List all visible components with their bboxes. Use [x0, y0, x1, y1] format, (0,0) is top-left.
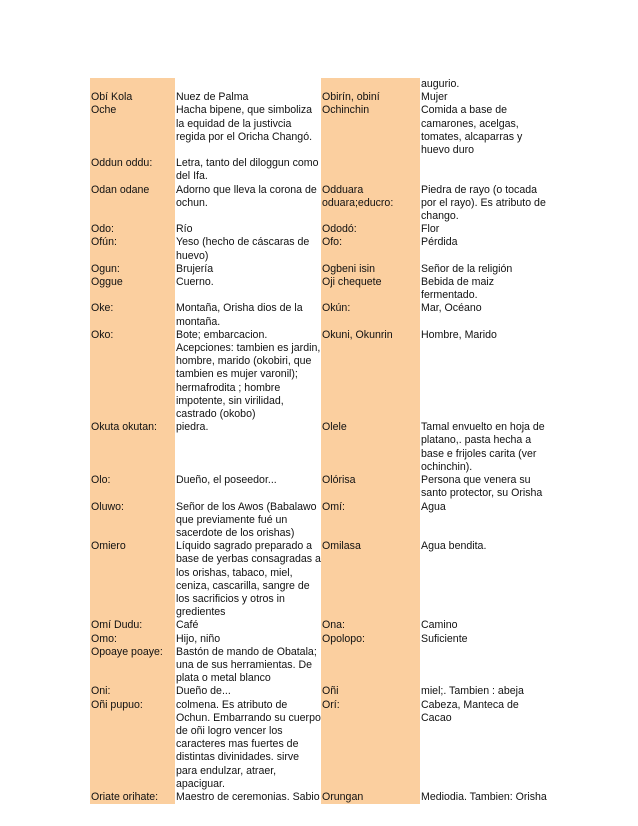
- term-cell-left: Ogun:: [90, 263, 175, 276]
- glossary-row: [90, 78, 547, 91]
- glossary-row: [90, 646, 547, 686]
- term-cell-right: Omí:: [321, 501, 420, 541]
- definition-cell-right: [420, 646, 547, 686]
- term-cell-left: Opoaye poaye:: [90, 646, 175, 686]
- term-cell-left: Oddun oddu:: [90, 157, 175, 183]
- glossary-row: [90, 276, 547, 302]
- definition-cell-left: Yeso (hecho de cáscaras de huevo): [175, 236, 321, 262]
- glossary-row: [90, 619, 547, 632]
- term-cell-right: Omilasa: [321, 540, 420, 619]
- term-cell-left: Oñi pupuo:: [90, 699, 175, 791]
- term-cell-left: [90, 78, 175, 91]
- glossary-row: [90, 302, 547, 328]
- glossary-row: [90, 685, 547, 698]
- term-cell-left: Obí Kola: [90, 91, 175, 104]
- term-cell-left: Oko:: [90, 329, 175, 421]
- glossary-body: [90, 78, 547, 804]
- term-cell-left: Omo:: [90, 633, 175, 646]
- term-cell-left: Olo:: [90, 474, 175, 500]
- glossary-row: [90, 699, 547, 791]
- definition-cell-right: miel;. Tambien : abeja: [420, 685, 547, 698]
- definition-cell-right: Piedra de rayo (o tocada por el rayo). Es atributo de chango.: [421, 183, 546, 223]
- term-cell-left: Oni:: [90, 685, 175, 698]
- term-cell-right: Orí:: [321, 699, 420, 791]
- definition-cell-left: Río: [175, 223, 321, 236]
- term-cell-right: Okuni, Okunrin: [321, 329, 420, 421]
- term-cell-right: Ona:: [321, 619, 420, 632]
- definition-cell-right: Agua: [420, 501, 547, 541]
- term-cell-right: Oji chequete: [321, 276, 420, 302]
- definition-cell-right: augurio.: [420, 78, 547, 91]
- glossary-table: [90, 78, 547, 804]
- term-cell-right: Odduara oduara;educro:: [321, 184, 420, 224]
- term-cell-left: Oriate orihate:: [90, 791, 175, 804]
- definition-cell-left: Adorno que lleva la corona de ochun.: [175, 184, 321, 224]
- term-cell-left: Oggue: [90, 276, 175, 302]
- term-cell-right: [321, 646, 420, 686]
- glossary-row: [90, 474, 547, 500]
- term-cell-right: Ogbeni isin: [321, 263, 420, 276]
- definition-cell-left: [175, 78, 321, 91]
- term-cell-left: Oke:: [90, 302, 175, 328]
- glossary-row: [90, 157, 547, 183]
- term-cell-left: Odan odane: [90, 184, 175, 224]
- definition-cell-left: Dueño de...: [175, 685, 321, 698]
- definition-cell-left: Letra, tanto del diloggun como del Ifa.: [175, 157, 321, 183]
- glossary-row: [90, 329, 547, 421]
- definition-cell-right: Hombre, Marido: [420, 329, 547, 421]
- definition-cell-right: Cabeza, Manteca de Cacao: [420, 699, 547, 791]
- definition-cell-right: Mujer: [420, 91, 547, 104]
- term-cell-right: [321, 78, 420, 91]
- term-cell-left: Oche: [90, 104, 175, 157]
- glossary-row: [90, 263, 547, 276]
- definition-cell-left: Brujería: [175, 263, 321, 276]
- definition-cell-left: Líquido sagrado preparado a base de yerbas consagradas a los orishas, tabaco, miel, ceniza, cascarilla, sangre de los sacrificios y otros in gredientes: [176, 540, 321, 619]
- definition-cell-right: Señor de la religión: [420, 263, 547, 276]
- definition-cell-left: Maestro de ceremonias. Sabio: [176, 790, 320, 803]
- term-cell-right: Ofo:: [321, 236, 420, 262]
- term-cell-right: Orungan: [321, 791, 420, 804]
- term-cell-left: Oluwo:: [90, 501, 175, 541]
- term-cell-right: Obirín, obiní: [321, 91, 420, 104]
- term-cell-right: Okún:: [321, 302, 420, 328]
- definition-cell-left: Nuez de Palma: [175, 91, 321, 104]
- definition-cell-left: Montaña, Orisha dios de la montaña.: [175, 302, 321, 328]
- term-cell-right: Ododó:: [321, 223, 420, 236]
- definition-cell-right: [420, 157, 547, 183]
- definition-cell-right: Agua bendita.: [420, 540, 547, 619]
- term-cell-right: Opolopo:: [321, 633, 420, 646]
- glossary-row: [90, 501, 547, 541]
- glossary-row: [90, 421, 547, 474]
- glossary-row: [90, 104, 547, 157]
- definition-cell-right: Flor: [420, 223, 547, 236]
- glossary-row: [90, 236, 547, 262]
- definition-cell-right: Persona que venera su santo protector, su Orisha: [420, 474, 547, 500]
- glossary-row: [90, 540, 547, 619]
- definition-cell-right: Bebida de maiz fermentado.: [420, 276, 547, 302]
- definition-cell-right: Mediodia. Tambien: Orisha: [421, 790, 547, 803]
- term-cell-left: Omí Dudu:: [90, 619, 175, 632]
- definition-cell-left: colmena. Es atributo de Ochun. Embarrando su cuerpo de oñi logro vencer los caracteres mas fuertes de distintas divinidades. sirve para endulzar, atraer, apaciguar.: [176, 698, 321, 790]
- term-cell-right: Olórisa: [321, 474, 420, 500]
- term-cell-left: Omiero: [90, 540, 175, 619]
- definition-cell-left: Dueño, el poseedor...: [175, 474, 321, 500]
- term-cell-right: Olele: [321, 421, 420, 474]
- definition-cell-left: Señor de los Awos (Babalawo que previamente fué un sacerdote de los orishas): [175, 501, 321, 541]
- term-cell-left: Ofún:: [90, 236, 175, 262]
- definition-cell-left: Hacha bipene, que simboliza la equidad de la justivcia regida por el Oricha Changó.: [175, 104, 321, 157]
- definition-cell-right: Tamal envuelto en hoja de platano,. pasta hecha a base e frijoles carita (ver ochinchin).: [420, 421, 547, 474]
- definition-cell-left: Hijo, niño: [175, 633, 321, 646]
- definition-cell-left: Bastón de mando de Obatala; una de sus herramientas. De plata o metal blanco: [175, 646, 321, 686]
- definition-cell-left: piedra.: [175, 421, 321, 474]
- definition-cell-left: Cuerno.: [175, 276, 321, 302]
- term-cell-right: Ochinchin: [321, 104, 420, 157]
- term-cell-right: Oñi: [321, 685, 420, 698]
- glossary-row: [90, 91, 547, 104]
- term-cell-left: Odo:: [90, 223, 175, 236]
- glossary-row: [90, 184, 547, 224]
- term-cell-left: Okuta okutan:: [90, 421, 175, 474]
- definition-cell-left: Bote; embarcacion. Acepciones: tambien es jardin, hombre, marido (okobiri, que tambien es mujer varonil); hermafrodita ; hombre impotente, sin virilidad, castrado (okobo): [176, 328, 321, 421]
- glossary-row: [90, 633, 547, 646]
- definition-cell-right: Suficiente: [420, 633, 547, 646]
- definition-cell-left: Café: [175, 619, 321, 632]
- definition-cell-right: Camino: [420, 619, 547, 632]
- term-cell-right: [321, 157, 420, 183]
- definition-cell-right: Comida a base de camarones, acelgas, tomates, alcaparras y huevo duro: [420, 104, 547, 157]
- glossary-row: [90, 791, 547, 804]
- definition-cell-right: Pérdida: [420, 236, 547, 262]
- definition-cell-right: Mar, Océano: [420, 302, 547, 328]
- glossary-row: [90, 223, 547, 236]
